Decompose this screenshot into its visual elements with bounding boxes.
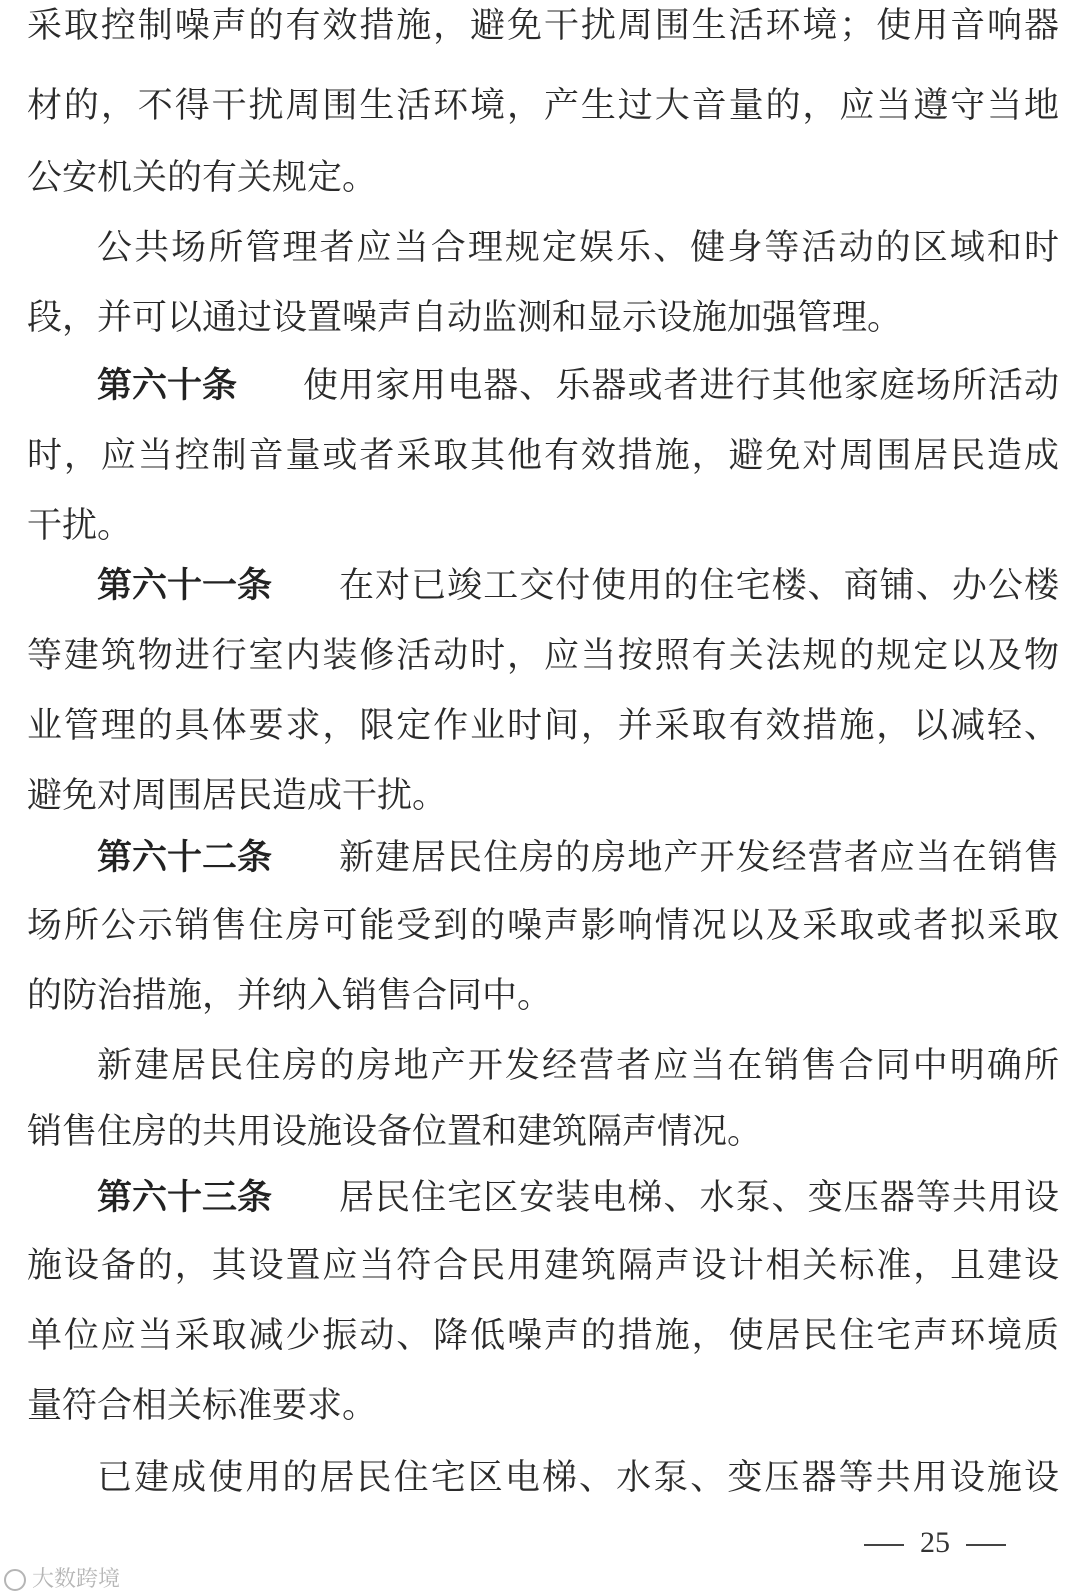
text-line: 使用家用电器、乐器或者进行其他家庭场所活动 [303,366,1059,406]
text-line: 居民住宅区安装电梯、水泵、变压器等共用设 [339,1178,1059,1218]
paragraph-start: 新建居民住房的房地产开发经营者应当在销售合同中明确所 [97,1046,1059,1086]
article-62-first-line [97,838,1059,878]
text-line: 避免对周围居民造成干扰。 [27,776,448,816]
text-line: 段，并可以通过设置噪声自动监测和显示设施加强管理。 [27,298,903,338]
text-line: 的防治措施，并纳入销售合同中。 [27,976,553,1016]
text-line: 量符合相关标准要求。 [27,1386,378,1426]
article-61-first-line [97,566,1059,606]
text-line: 在对已竣工交付使用的住宅楼、商铺、办公楼 [339,566,1059,606]
page-number: 25 [920,1526,950,1559]
text-line: 场所公示销售住房可能受到的噪声影响情况以及采取或者拟采取 [27,906,1059,946]
page-footer [848,1526,1022,1560]
paragraph-start: 公共场所管理者应当合理规定娱乐、健身等活动的区域和时 [97,228,1059,268]
article-63-first-line [97,1178,1059,1218]
article-60-first-line [97,366,1059,406]
text-line: 施设备的，其设置应当符合民用建筑隔声设计相关标准，且建设 [27,1246,1059,1286]
text-line: 采取控制噪声的有效措施，避免干扰周围生活环境；使用音响器 [27,6,1059,46]
text-line: 时，应当控制音量或者采取其他有效措施，避免对周围居民造成 [27,436,1059,476]
article-61-label: 第六十一条 [97,566,273,606]
article-63-label: 第六十三条 [97,1178,273,1218]
article-60-label: 第六十条 [97,366,238,406]
footer-dash-left [864,1544,904,1546]
text-line: 干扰。 [27,506,133,546]
watermark-text: 大数跨境 [32,1567,121,1592]
text-line: 单位应当采取减少振动、降低噪声的措施，使居民住宅声环境质 [27,1316,1059,1356]
text-line: 等建筑物进行室内装修活动时，应当按照有关法规的规定以及物 [27,636,1059,676]
article-62-label: 第六十二条 [97,838,273,878]
text-line: 销售住房的共用设施设备位置和建筑隔声情况。 [27,1112,763,1152]
text-line: 新建居民住房的房地产开发经营者应当在销售 [339,838,1059,878]
text-line: 公安机关的有关规定。 [27,158,378,198]
footer-dash-right [966,1544,1006,1546]
watermark-logo-icon [4,1569,26,1591]
text-line: 业管理的具体要求，限定作业时间，并采取有效措施，以减轻、 [27,706,1059,746]
text-line: 材的，不得干扰周围生活环境，产生过大音量的，应当遵守当地 [27,86,1059,126]
watermark [4,1562,120,1593]
paragraph-start: 已建成使用的居民住宅区电梯、水泵、变压器等共用设施设 [97,1458,1059,1498]
